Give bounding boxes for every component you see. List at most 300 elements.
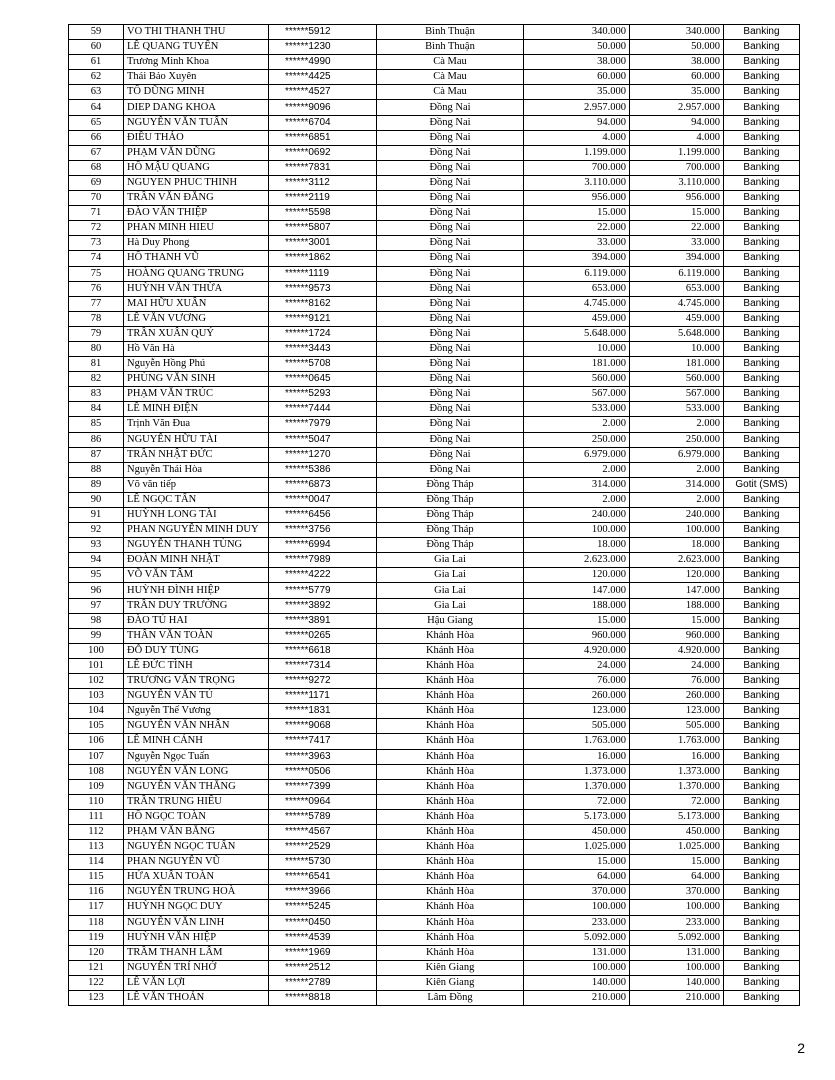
- masked-account-cell: ******3756: [269, 523, 377, 538]
- paid-amount-cell: 394.000: [630, 251, 724, 266]
- recipient-name-cell: TRẦN TRUNG HIẾU: [124, 794, 269, 809]
- paid-amount-cell: 2.623.000: [630, 553, 724, 568]
- paid-amount-cell: 653.000: [630, 281, 724, 296]
- masked-account-cell: ******3001: [269, 236, 377, 251]
- paid-amount-cell: 956.000: [630, 191, 724, 206]
- paid-amount-cell: 960.000: [630, 628, 724, 643]
- paid-amount-cell: 72.000: [630, 794, 724, 809]
- amount-cell: 50.000: [524, 40, 630, 55]
- province-cell: Khánh Hòa: [377, 704, 524, 719]
- table-row: [69, 387, 800, 402]
- payment-method-cell: Banking: [724, 719, 800, 734]
- table-row: [69, 900, 800, 915]
- payment-method-cell: Banking: [724, 417, 800, 432]
- recipient-name-cell: TRẦN VĂN ĐĂNG: [124, 191, 269, 206]
- row-index-cell: 112: [69, 824, 124, 839]
- payment-method-cell: Banking: [724, 311, 800, 326]
- paid-amount-cell: 1.370.000: [630, 779, 724, 794]
- amount-cell: 181.000: [524, 357, 630, 372]
- masked-account-cell: ******5386: [269, 462, 377, 477]
- table-row: [69, 236, 800, 251]
- row-index-cell: 123: [69, 991, 124, 1006]
- recipient-name-cell: ĐÀO TÚ HAI: [124, 613, 269, 628]
- table-row: [69, 840, 800, 855]
- paid-amount-cell: 459.000: [630, 311, 724, 326]
- paid-amount-cell: 700.000: [630, 160, 724, 175]
- payment-method-cell: Banking: [724, 794, 800, 809]
- province-cell: Đồng Nai: [377, 145, 524, 160]
- payment-method-cell: Banking: [724, 583, 800, 598]
- table-row: [69, 930, 800, 945]
- table-row: [69, 462, 800, 477]
- paid-amount-cell: 340.000: [630, 25, 724, 40]
- table-row: [69, 568, 800, 583]
- table-row: [69, 643, 800, 658]
- amount-cell: 2.957.000: [524, 100, 630, 115]
- payment-method-cell: Banking: [724, 930, 800, 945]
- table-row: [69, 508, 800, 523]
- payment-method-cell: Banking: [724, 734, 800, 749]
- amount-cell: 72.000: [524, 794, 630, 809]
- row-index-cell: 73: [69, 236, 124, 251]
- province-cell: Đồng Nai: [377, 160, 524, 175]
- province-cell: Đồng Nai: [377, 417, 524, 432]
- paid-amount-cell: 1.025.000: [630, 840, 724, 855]
- province-cell: Khánh Hòa: [377, 764, 524, 779]
- table-row: [69, 432, 800, 447]
- table-row: [69, 70, 800, 85]
- page-number: 2: [797, 1040, 805, 1056]
- masked-account-cell: ******3112: [269, 175, 377, 190]
- amount-cell: 100.000: [524, 523, 630, 538]
- masked-account-cell: ******4990: [269, 55, 377, 70]
- paid-amount-cell: 33.000: [630, 236, 724, 251]
- table-row: [69, 492, 800, 507]
- masked-account-cell: ******7831: [269, 160, 377, 175]
- paid-amount-cell: 4.920.000: [630, 643, 724, 658]
- row-index-cell: 80: [69, 341, 124, 356]
- amount-cell: 314.000: [524, 477, 630, 492]
- paid-amount-cell: 22.000: [630, 221, 724, 236]
- table-row: [69, 598, 800, 613]
- paid-amount-cell: 2.957.000: [630, 100, 724, 115]
- paid-amount-cell: 18.000: [630, 538, 724, 553]
- amount-cell: 38.000: [524, 55, 630, 70]
- masked-account-cell: ******5293: [269, 387, 377, 402]
- paid-amount-cell: 240.000: [630, 508, 724, 523]
- masked-account-cell: ******7444: [269, 402, 377, 417]
- province-cell: Đồng Tháp: [377, 492, 524, 507]
- paid-amount-cell: 60.000: [630, 70, 724, 85]
- row-index-cell: 65: [69, 115, 124, 130]
- amount-cell: 60.000: [524, 70, 630, 85]
- table-row: [69, 870, 800, 885]
- province-cell: Lâm Đồng: [377, 991, 524, 1006]
- row-index-cell: 120: [69, 945, 124, 960]
- province-cell: Đồng Nai: [377, 402, 524, 417]
- province-cell: Đồng Nai: [377, 130, 524, 145]
- row-index-cell: 106: [69, 734, 124, 749]
- paid-amount-cell: 450.000: [630, 824, 724, 839]
- paid-amount-cell: 131.000: [630, 945, 724, 960]
- masked-account-cell: ******1230: [269, 40, 377, 55]
- recipient-name-cell: Hà Duy Phong: [124, 236, 269, 251]
- province-cell: Đồng Nai: [377, 326, 524, 341]
- masked-account-cell: ******2119: [269, 191, 377, 206]
- table-row: [69, 447, 800, 462]
- amount-cell: 123.000: [524, 704, 630, 719]
- masked-account-cell: ******0645: [269, 372, 377, 387]
- amount-cell: 16.000: [524, 749, 630, 764]
- table-row: [69, 402, 800, 417]
- payment-method-cell: Banking: [724, 492, 800, 507]
- row-index-cell: 63: [69, 85, 124, 100]
- payment-method-cell: Banking: [724, 643, 800, 658]
- table-row: [69, 734, 800, 749]
- payment-method-cell: Banking: [724, 900, 800, 915]
- recipient-name-cell: NGUYỄN NGỌC TUẤN: [124, 840, 269, 855]
- paid-amount-cell: 147.000: [630, 583, 724, 598]
- row-index-cell: 85: [69, 417, 124, 432]
- masked-account-cell: ******5245: [269, 900, 377, 915]
- row-index-cell: 92: [69, 523, 124, 538]
- recipient-name-cell: Nguyễn Ngọc Tuấn: [124, 749, 269, 764]
- province-cell: Đồng Nai: [377, 281, 524, 296]
- masked-account-cell: ******6541: [269, 870, 377, 885]
- amount-cell: 24.000: [524, 658, 630, 673]
- masked-account-cell: ******9573: [269, 281, 377, 296]
- payment-method-cell: Banking: [724, 553, 800, 568]
- recipient-name-cell: TRẦN NHẬT ĐỨC: [124, 447, 269, 462]
- amount-cell: 2.623.000: [524, 553, 630, 568]
- payment-method-cell: Banking: [724, 960, 800, 975]
- masked-account-cell: ******9068: [269, 719, 377, 734]
- recipient-name-cell: Nguyễn Thế Vương: [124, 704, 269, 719]
- masked-account-cell: ******1831: [269, 704, 377, 719]
- paid-amount-cell: 233.000: [630, 915, 724, 930]
- province-cell: Gia Lai: [377, 553, 524, 568]
- row-index-cell: 110: [69, 794, 124, 809]
- table-row: [69, 372, 800, 387]
- row-index-cell: 67: [69, 145, 124, 160]
- table-row: [69, 251, 800, 266]
- province-cell: Gia Lai: [377, 598, 524, 613]
- recipient-name-cell: VÕ VĂN TÂM: [124, 568, 269, 583]
- payment-method-cell: Banking: [724, 568, 800, 583]
- table-row: [69, 915, 800, 930]
- province-cell: Đồng Nai: [377, 236, 524, 251]
- payment-method-cell: Banking: [724, 658, 800, 673]
- province-cell: Gia Lai: [377, 568, 524, 583]
- payment-method-cell: Banking: [724, 40, 800, 55]
- row-index-cell: 93: [69, 538, 124, 553]
- table-row: [69, 266, 800, 281]
- row-index-cell: 100: [69, 643, 124, 658]
- payment-method-cell: Banking: [724, 885, 800, 900]
- masked-account-cell: ******3966: [269, 885, 377, 900]
- masked-account-cell: ******1969: [269, 945, 377, 960]
- recipient-name-cell: NGUYỄN HỮU TÀI: [124, 432, 269, 447]
- payment-method-cell: Banking: [724, 251, 800, 266]
- amount-cell: 100.000: [524, 900, 630, 915]
- table-row: [69, 749, 800, 764]
- paid-amount-cell: 560.000: [630, 372, 724, 387]
- province-cell: Khánh Hòa: [377, 900, 524, 915]
- masked-account-cell: ******9121: [269, 311, 377, 326]
- masked-account-cell: ******6618: [269, 643, 377, 658]
- amount-cell: 210.000: [524, 991, 630, 1006]
- recipient-name-cell: ĐÀO VĂN THIỆP: [124, 206, 269, 221]
- masked-account-cell: ******5047: [269, 432, 377, 447]
- masked-account-cell: ******0450: [269, 915, 377, 930]
- province-cell: Đồng Tháp: [377, 508, 524, 523]
- payment-method-cell: Banking: [724, 462, 800, 477]
- recipient-name-cell: HUỲNH NGỌC DUY: [124, 900, 269, 915]
- paid-amount-cell: 6.979.000: [630, 447, 724, 462]
- province-cell: Khánh Hòa: [377, 628, 524, 643]
- masked-account-cell: ******5912: [269, 25, 377, 40]
- row-index-cell: 89: [69, 477, 124, 492]
- row-index-cell: 111: [69, 809, 124, 824]
- row-index-cell: 88: [69, 462, 124, 477]
- row-index-cell: 115: [69, 870, 124, 885]
- payment-method-cell: Banking: [724, 628, 800, 643]
- recipient-name-cell: PHẠM VĂN TRÚC: [124, 387, 269, 402]
- recipient-name-cell: NGUYỄN TRÍ NHỚ: [124, 960, 269, 975]
- payment-method-cell: Banking: [724, 689, 800, 704]
- amount-cell: 1.199.000: [524, 145, 630, 160]
- province-cell: Gia Lai: [377, 583, 524, 598]
- recipient-name-cell: HUỲNH LONG TÀI: [124, 508, 269, 523]
- paid-amount-cell: 533.000: [630, 402, 724, 417]
- recipient-name-cell: HUỲNH ĐÌNH HIỆP: [124, 583, 269, 598]
- amount-cell: 653.000: [524, 281, 630, 296]
- payment-method-cell: Banking: [724, 130, 800, 145]
- table-row: [69, 809, 800, 824]
- paid-amount-cell: 4.000: [630, 130, 724, 145]
- recipient-name-cell: NGUYỄN VĂN THẮNG: [124, 779, 269, 794]
- table-row: [69, 160, 800, 175]
- row-index-cell: 86: [69, 432, 124, 447]
- recipient-name-cell: THÂN VĂN TOÀN: [124, 628, 269, 643]
- amount-cell: 10.000: [524, 341, 630, 356]
- row-index-cell: 75: [69, 266, 124, 281]
- amount-cell: 4.920.000: [524, 643, 630, 658]
- recipient-name-cell: VO THI THANH THU: [124, 25, 269, 40]
- paid-amount-cell: 5.173.000: [630, 809, 724, 824]
- recipient-name-cell: LÊ QUANG TUYẾN: [124, 40, 269, 55]
- amount-cell: 1.373.000: [524, 764, 630, 779]
- table-row: [69, 975, 800, 990]
- paid-amount-cell: 140.000: [630, 975, 724, 990]
- masked-account-cell: ******1862: [269, 251, 377, 266]
- masked-account-cell: ******6994: [269, 538, 377, 553]
- paid-amount-cell: 210.000: [630, 991, 724, 1006]
- amount-cell: 450.000: [524, 824, 630, 839]
- amount-cell: 250.000: [524, 432, 630, 447]
- table-row: [69, 55, 800, 70]
- masked-account-cell: ******4539: [269, 930, 377, 945]
- row-index-cell: 91: [69, 508, 124, 523]
- paid-amount-cell: 370.000: [630, 885, 724, 900]
- row-index-cell: 96: [69, 583, 124, 598]
- amount-cell: 15.000: [524, 206, 630, 221]
- masked-account-cell: ******7399: [269, 779, 377, 794]
- province-cell: Đồng Nai: [377, 357, 524, 372]
- table-row: [69, 221, 800, 236]
- recipient-name-cell: LÊ VĂN THOẢN: [124, 991, 269, 1006]
- masked-account-cell: ******5807: [269, 221, 377, 236]
- amount-cell: 22.000: [524, 221, 630, 236]
- table-row: [69, 85, 800, 100]
- row-index-cell: 68: [69, 160, 124, 175]
- amount-cell: 147.000: [524, 583, 630, 598]
- masked-account-cell: ******9096: [269, 100, 377, 115]
- province-cell: Đồng Tháp: [377, 523, 524, 538]
- province-cell: Khánh Hòa: [377, 855, 524, 870]
- recipient-name-cell: HỒ MẬU QUANG: [124, 160, 269, 175]
- recipient-name-cell: NGUYỄN THANH TÙNG: [124, 538, 269, 553]
- paid-amount-cell: 2.000: [630, 417, 724, 432]
- row-index-cell: 72: [69, 221, 124, 236]
- table-row: [69, 341, 800, 356]
- row-index-cell: 109: [69, 779, 124, 794]
- table-row: [69, 296, 800, 311]
- recipient-name-cell: NGUYỄN VĂN LONG: [124, 764, 269, 779]
- paid-amount-cell: 10.000: [630, 341, 724, 356]
- paid-amount-cell: 5.092.000: [630, 930, 724, 945]
- masked-account-cell: ******0692: [269, 145, 377, 160]
- masked-account-cell: ******5789: [269, 809, 377, 824]
- amount-cell: 76.000: [524, 674, 630, 689]
- payment-method-cell: Banking: [724, 55, 800, 70]
- recipient-name-cell: ĐOÀN MINH NHẬT: [124, 553, 269, 568]
- masked-account-cell: ******6851: [269, 130, 377, 145]
- province-cell: Đồng Tháp: [377, 477, 524, 492]
- payment-method-cell: Banking: [724, 236, 800, 251]
- province-cell: Bình Thuận: [377, 25, 524, 40]
- amount-cell: 120.000: [524, 568, 630, 583]
- payment-method-cell: Banking: [724, 991, 800, 1006]
- row-index-cell: 116: [69, 885, 124, 900]
- amount-cell: 188.000: [524, 598, 630, 613]
- recipient-name-cell: NGUYEN PHUC THINH: [124, 175, 269, 190]
- payment-method-cell: Banking: [724, 266, 800, 281]
- province-cell: Khánh Hòa: [377, 719, 524, 734]
- row-index-cell: 122: [69, 975, 124, 990]
- amount-cell: 960.000: [524, 628, 630, 643]
- row-index-cell: 98: [69, 613, 124, 628]
- recipient-name-cell: LÊ MINH CẢNH: [124, 734, 269, 749]
- recipient-name-cell: PHAN NGUYỄN VŨ: [124, 855, 269, 870]
- province-cell: Khánh Hòa: [377, 885, 524, 900]
- row-index-cell: 59: [69, 25, 124, 40]
- payout-table: [68, 24, 800, 1006]
- province-cell: Khánh Hòa: [377, 870, 524, 885]
- payment-method-cell: Banking: [724, 100, 800, 115]
- amount-cell: 5.092.000: [524, 930, 630, 945]
- masked-account-cell: ******5779: [269, 583, 377, 598]
- amount-cell: 567.000: [524, 387, 630, 402]
- payment-method-cell: Banking: [724, 341, 800, 356]
- masked-account-cell: ******7989: [269, 553, 377, 568]
- recipient-name-cell: HUỲNH VĂN HIỆP: [124, 930, 269, 945]
- paid-amount-cell: 38.000: [630, 55, 724, 70]
- amount-cell: 240.000: [524, 508, 630, 523]
- masked-account-cell: ******1171: [269, 689, 377, 704]
- province-cell: Đồng Nai: [377, 100, 524, 115]
- recipient-name-cell: Hồ Văn Hà: [124, 341, 269, 356]
- masked-account-cell: ******2529: [269, 840, 377, 855]
- amount-cell: 6.119.000: [524, 266, 630, 281]
- paid-amount-cell: 505.000: [630, 719, 724, 734]
- amount-cell: 140.000: [524, 975, 630, 990]
- province-cell: Khánh Hòa: [377, 824, 524, 839]
- table-row: [69, 281, 800, 296]
- table-row: [69, 357, 800, 372]
- paid-amount-cell: 260.000: [630, 689, 724, 704]
- paid-amount-cell: 100.000: [630, 960, 724, 975]
- table-row: [69, 613, 800, 628]
- payment-method-cell: Banking: [724, 432, 800, 447]
- province-cell: Đồng Tháp: [377, 538, 524, 553]
- amount-cell: 956.000: [524, 191, 630, 206]
- payment-method-cell: Banking: [724, 704, 800, 719]
- province-cell: Đồng Nai: [377, 372, 524, 387]
- paid-amount-cell: 123.000: [630, 704, 724, 719]
- row-index-cell: 119: [69, 930, 124, 945]
- row-index-cell: 79: [69, 326, 124, 341]
- table-row: [69, 719, 800, 734]
- payment-method-cell: Banking: [724, 372, 800, 387]
- payment-method-cell: Banking: [724, 840, 800, 855]
- row-index-cell: 102: [69, 674, 124, 689]
- province-cell: Đồng Nai: [377, 341, 524, 356]
- table-row: [69, 417, 800, 432]
- paid-amount-cell: 3.110.000: [630, 175, 724, 190]
- recipient-name-cell: HỒ THANH VŨ: [124, 251, 269, 266]
- recipient-name-cell: LÊ VĂN LỢI: [124, 975, 269, 990]
- amount-cell: 3.110.000: [524, 175, 630, 190]
- table-row: [69, 130, 800, 145]
- masked-account-cell: ******0047: [269, 492, 377, 507]
- paid-amount-cell: 2.000: [630, 492, 724, 507]
- amount-cell: 2.000: [524, 462, 630, 477]
- province-cell: Khánh Hòa: [377, 689, 524, 704]
- province-cell: Khánh Hòa: [377, 749, 524, 764]
- paid-amount-cell: 15.000: [630, 613, 724, 628]
- paid-amount-cell: 50.000: [630, 40, 724, 55]
- table-row: [69, 311, 800, 326]
- row-index-cell: 94: [69, 553, 124, 568]
- payment-method-cell: Banking: [724, 915, 800, 930]
- recipient-name-cell: Trương Minh Khoa: [124, 55, 269, 70]
- masked-account-cell: ******8818: [269, 991, 377, 1006]
- masked-account-cell: ******5730: [269, 855, 377, 870]
- payment-method-cell: Banking: [724, 115, 800, 130]
- payment-method-cell: Banking: [724, 809, 800, 824]
- masked-account-cell: ******6456: [269, 508, 377, 523]
- payment-method-cell: Banking: [724, 598, 800, 613]
- amount-cell: 131.000: [524, 945, 630, 960]
- amount-cell: 15.000: [524, 613, 630, 628]
- table-row: [69, 704, 800, 719]
- masked-account-cell: ******4527: [269, 85, 377, 100]
- payment-method-cell: Banking: [724, 206, 800, 221]
- payment-method-cell: Banking: [724, 221, 800, 236]
- paid-amount-cell: 15.000: [630, 206, 724, 221]
- masked-account-cell: ******4425: [269, 70, 377, 85]
